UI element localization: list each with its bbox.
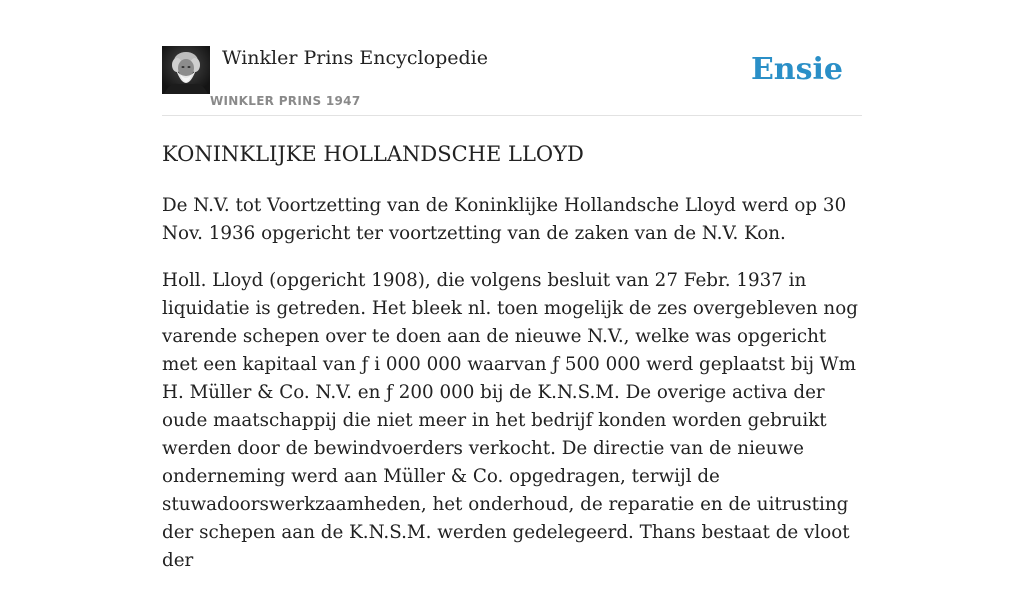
paragraph: Holl. Lloyd (opgericht 1908), die volgens besluit van 27 Febr. 1937 in liquidatie is getreden. Het bleek nl. toen mogelijk de zes overgebleven nog varende schepen over te doen aan de nieuwe N.V., welke was opgericht met een kapitaal van ƒ i 000 000 waarvan ƒ 500 000 werd geplaatst bij Wm H. Müller & Co. N.V. en ƒ 200 000 bij de K.N.S.M. De overige activa der oude maatschappij die niet meer in het bedrijf konden worden gebruikt werden door de bewindvoerders verkocht. De directie van de nieuwe onderneming werd aan Müller & Co. opgedragen, terwijl de stuwadoorswerkzaamheden, het onderhoud, de reparatie en de uitrusting der schepen aan de K.N.S.M. werden gedelegeerd. Thans bestaat de vloot der: [162, 270, 858, 571]
article-title: KONINKLIJKE HOLLANDSCHE LLOYD: [162, 142, 584, 166]
article-body: [162, 192, 862, 594]
paragraph: De N.V. tot Voortzetting van de Koninklijke Hollandsche Lloyd werd op 30 Nov. 1936 opgericht ter voortzetting van de zaken van de N.V. Kon.: [162, 195, 847, 244]
bearded-man-portrait-icon: [162, 46, 210, 94]
header: [162, 46, 862, 116]
header-divider: [162, 115, 862, 116]
brand-logo[interactable]: Ensie: [750, 52, 843, 87]
source-title[interactable]: Winkler Prins Encyclopedie: [222, 47, 488, 69]
source-edition: WINKLER PRINS 1947: [210, 94, 361, 108]
avatar[interactable]: [162, 46, 210, 94]
